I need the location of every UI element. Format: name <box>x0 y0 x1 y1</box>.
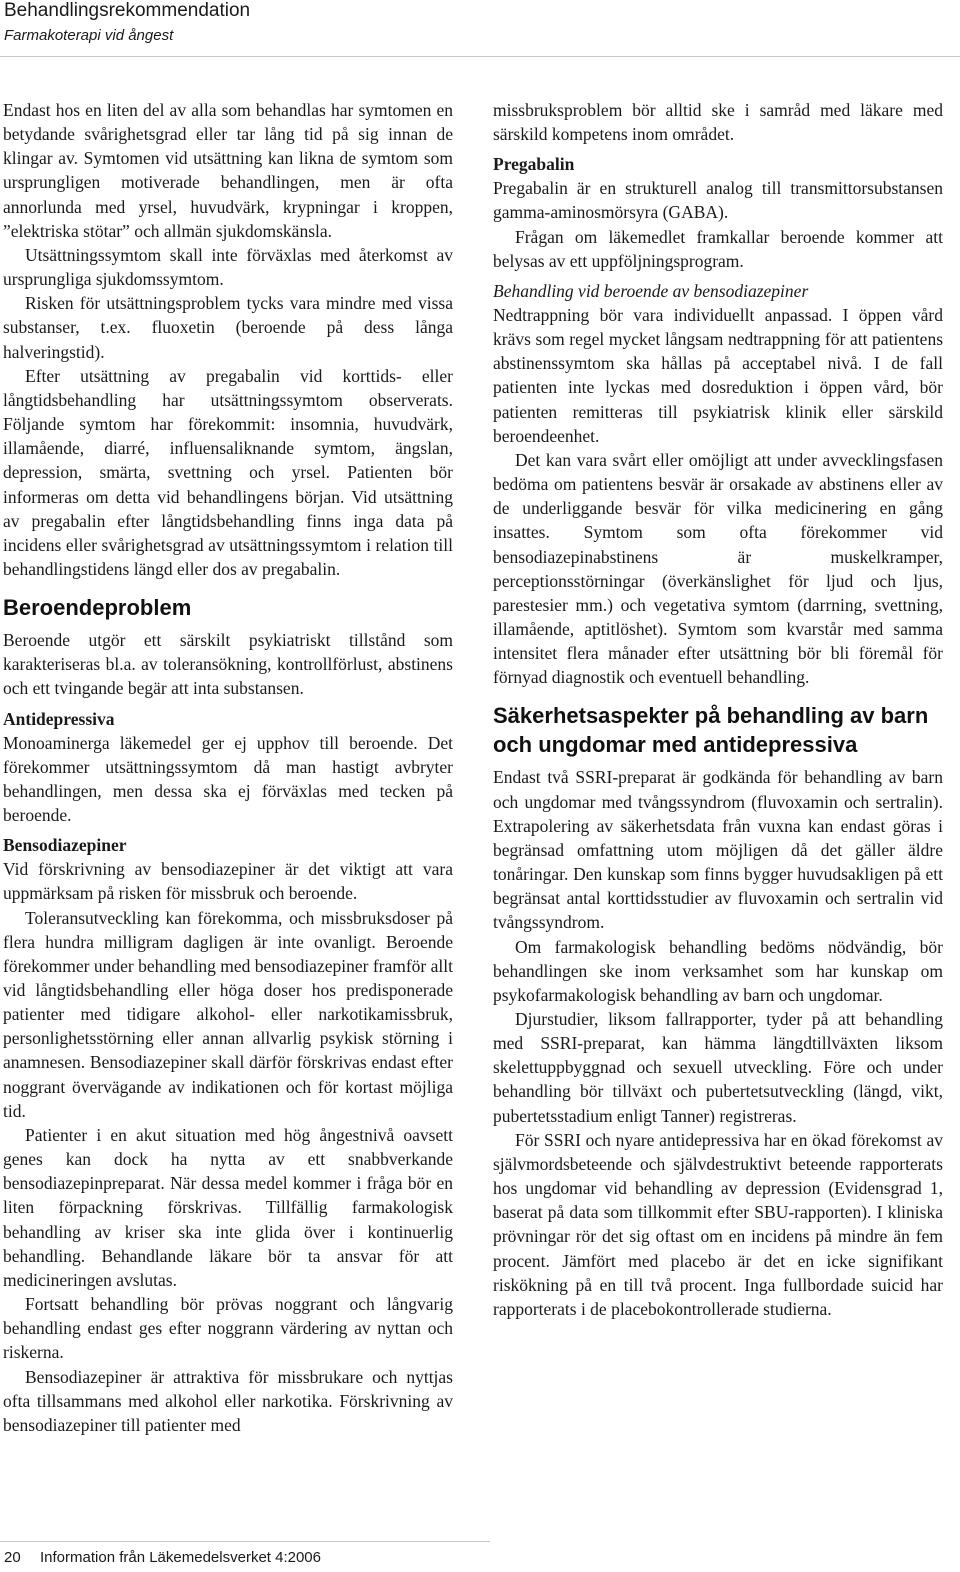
paragraph: Om farmakologisk behandling bedöms nödvändig, bör behandlingen ske inom verksamhet som har kunskap om psykofarmakologisk behandling av barn och ungdomar. <box>493 936 943 1005</box>
paragraph: Det kan vara svårt eller omöjligt att under avvecklingsfasen bedöma om patientens besvär är orsakade av abstinens eller av de underliggande besvär för vilka medicinering en gång insattes. Symtom som ofta förekommer vid bensodiazepinabstinens är muskelkramper, perceptionsstörningar (överkänslighet för ljud och ljus, parestesier mm.) och vegetativa symtom (darrning, svettning, illamående, aptitlöshet). Symtom som kvarstår med samma intensitet flera månader efter utsättning bör bli föremål för förnyad diagnostik och eventuell behandling. <box>493 449 943 688</box>
subheading-bensodiazepiner: Bensodiazepiner <box>3 835 127 856</box>
section-heading-sakerhetsaspekter: Säkerhetsaspekter på behandling av barn och ungdomar med antidepressiva <box>493 703 929 758</box>
header-title: Behandlingsrekommendation <box>4 0 251 21</box>
paragraph: missbruksproblem bör alltid ske i samråd med läkare med särskild kompetens inom området. <box>493 100 943 145</box>
paragraph: Bensodiazepiner är attraktiva för missbrukare och nyttjas ofta tillsammans med alkohol eller narkotika. Förskrivning av bensodiazepiner till patienter med <box>3 1366 453 1435</box>
paragraph: Djurstudier, liksom fallrapporter, tyder på att behandling med SSRI-preparat, kan hämma längdtillväxten liksom skelettuppbyggnad och sexuell utveckling. Före och under behandling bör tillväxt och pubertetsutveckling (längd, vikt, pubertetsstadium enligt Tanner) registreras. <box>493 1009 943 1126</box>
section-heading-beroendeproblem: Beroendeproblem <box>3 595 192 621</box>
header-subtitle: Farmakoterapi vid ångest <box>4 27 174 44</box>
paragraph: Frågan om läkemedlet framkallar beroende kommer att belysas av ett uppföljningsprogram. <box>493 226 943 271</box>
paragraph: Efter utsättning av pregabalin vid korttids- eller långtidsbehandling har utsättningssymtom observerats. Följande symtom har förekommit: insomnia, huvudvärk, illamående, diarré, influensaliknande symtom, ängslan, depression, smärta, svettning och yrsel. Patienten bör informeras om detta vid behandlingens början. Vid utsättning av pregabalin efter långtidsbehandling finns inga data på incidens eller svårighetsgrad av utsättningssymtom i relation till behandlingstidens längd eller dos av pregabalin. <box>3 365 453 579</box>
paragraph: Risken för utsättningsproblem tycks vara mindre med vissa substanser, t.ex. fluoxetin (beroende på dess långa halveringstid). <box>3 293 453 362</box>
subheading-behandling-vid-beroende: Behandling vid beroende av bensodiazepiner <box>493 280 809 301</box>
paragraph: Beroende utgör ett särskilt psykiatriskt tillstånd som karakteriseras bl.a. av toleransökning, kontrollförlust, abstinens och ett tvingande begär att inta substansen. <box>3 630 453 699</box>
paragraph: Fortsatt behandling bör prövas noggrant och långvarig behandling endast ges efter noggrann värdering av nyttan och riskerna. <box>3 1294 453 1363</box>
footer-source: Information från Läkemedelsverket 4:2006 <box>40 1549 321 1566</box>
page-footer <box>4 1549 321 1567</box>
paragraph: Utsättningssymtom skall inte förväxlas med återkomst av ursprungliga sjukdomssymtom. <box>3 244 453 290</box>
page-number: 20 <box>4 1549 21 1566</box>
paragraph: Monoaminerga läkemedel ger ej upphov till beroende. Det förekommer utsättningssymtom då man hastigt avbryter behandlingen, men dessa ska ej förväxlas med tecken på beroende. <box>3 732 453 826</box>
subheading-antidepressiva: Antidepressiva <box>3 708 115 729</box>
paragraph: Endast två SSRI-preparat är godkända för behandling av barn och ungdomar med tvångssyndrom (fluvoxamin och sertralin). Extrapolering av säkerhetsdata från vuxna kan endast göras i begränsad omfattning utom möjligen då det gäller äldre tonåringar. Den kunskap som finns bygger huvudsakligen på ett begränsat antal korttidsstudier av fluvoxamin och sertralin vid tvångssyndrom. <box>493 767 943 933</box>
paragraph: För SSRI och nyare antidepressiva har en ökad förekomst av självmordsbeteende och självdestruktivt beteende rapporterats hos ungdomar vid behandling av depression (Evidensgrad 1, baserat på data som tillkommit efter SBU-rapporten). I kliniska prövningar rör det sig oftast om en incidens på mindre än fem procent. Jämfört med placebo är det en icke signifikant riskökning på en till två procent. Inga fullbordade suicid har rapporterats i de placebokontrollerade studierna. <box>493 1129 943 1319</box>
paragraph: Patienter i en akut situation med hög ångestnivå oavsett genes kan dock ha nytta av ett snabbverkande bensodiazepinpreparat. När dessa medel kommer i fråga bör en liten förpackning förskrivas. Tillfällig farmakologisk behandling av kriser ska inte glida över i kontinuerlig behandling. Behandlande läkare bör ta ansvar för att medicineringen avslutas. <box>3 1124 453 1290</box>
paragraph: Vid förskrivning av bensodiazepiner är det viktigt att vara uppmärksam på risken för missbruk och beroende. <box>3 859 453 904</box>
subheading-pregabalin: Pregabalin <box>493 154 575 175</box>
left-column <box>3 98 453 1437</box>
paragraph: Endast hos en liten del av alla som behandlas har symtomen en betydande svårighetsgrad eller tar lång tid på sig innan de klingar av. Symtomen vid utsättning kan likna de symtom som ursprungligen motiverade behandlingen, men är ofta annorlunda med yrsel, huvudvärk, krypningar i kroppen, ”elektriska stötar” och allmän sjukdomskänsla. <box>3 100 453 241</box>
paragraph: Toleransutveckling kan förekomma, och missbruksdoser på flera hundra milligram dagligen är inte ovanligt. Beroende förekommer under behandling med bensodiazepiner framför allt vid långtidsbehandling eller höga doser hos predisponerade patienter med tidigare alkohol- eller narkotikamissbruk, personlighetsstörning eller annan allvarlig psykisk störning i anamnesen. Bensodiazepiner skall därför förskrivas endast efter noggrant övervägande av indikationen och för kortast möjliga tid. <box>3 907 453 1121</box>
running-header <box>4 0 250 46</box>
paragraph: Pregabalin är en strukturell analog till transmittorsubstansen gamma-aminosmörsyra (GABA). <box>493 178 943 223</box>
paragraph: Nedtrappning bör vara individuellt anpassad. I öppen vård krävs som regel mycket långsam nedtrappning för att patientens abstinenssymtom ska hållas på acceptabel nivå. I de fall patienten inte lyckas med dosreduktion i öppen vård, bör patienten remitteras till psykiatrisk klinik eller särskild beroendeenhet. <box>493 304 943 446</box>
header-divider <box>0 56 960 57</box>
right-column <box>493 98 943 1321</box>
footer-divider <box>0 1541 490 1542</box>
